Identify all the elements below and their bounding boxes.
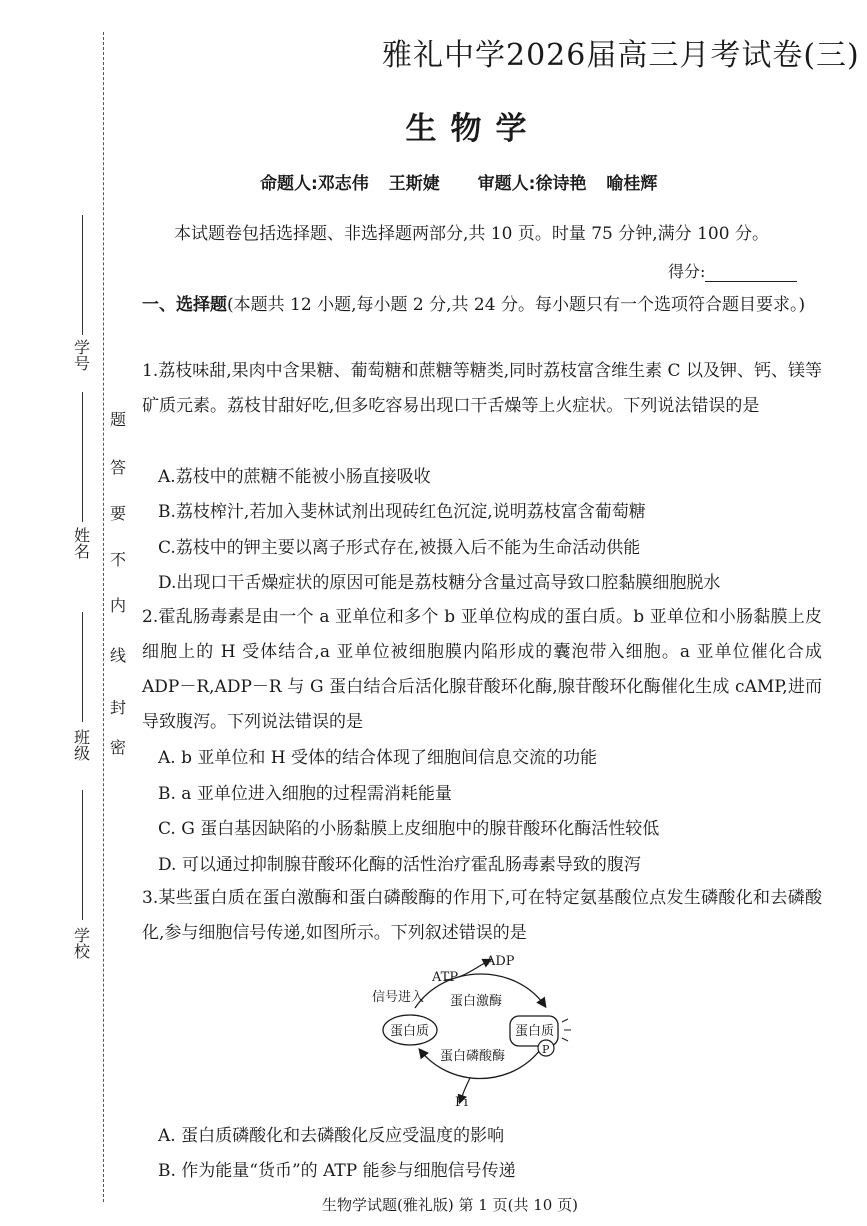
field-name-blank (82, 392, 83, 522)
question-1-stem: 1.荔枝味甜,果肉中含果糖、葡萄糖和蔗糖等糖类,同时荔枝富含维生素 C 以及钾、钙、镁等矿质元素。荔枝甘甜好吃,但多吃容易出现口干舌燥等上火症状。下列说法错误的是 (142, 361, 822, 416)
question-3-option-a: A. 蛋白质磷酸化和去磷酸化反应受温度的影响 (158, 1126, 505, 1146)
reviewer-2: 喻桂辉 (606, 174, 658, 194)
active-rays (562, 1019, 571, 1041)
question-2-option-a: A. b 亚单位和 H 受体的结合体现了细胞间信息交流的功能 (158, 748, 598, 768)
field-school-blank (82, 790, 83, 920)
question-1-option-a: A.荔枝中的蔗糖不能被小肠直接吸收 (158, 467, 431, 487)
intro-text: 本试题卷包括选择题、非选择题两部分,共 10 页。时量 75 分钟,满分 100 分。 (174, 224, 769, 244)
phosphorylation-diagram (360, 948, 600, 1113)
author-2: 王斯婕 (388, 174, 440, 194)
diagram-signal: 信号进入 (372, 990, 425, 1005)
section-heading (142, 289, 822, 321)
diagram-atp: ATP (432, 970, 459, 985)
field-student-id-blank (82, 215, 83, 335)
score-field (668, 259, 797, 282)
reviewer-1: 审题人:徐诗艳 (477, 174, 587, 194)
exam-title: 雅礼中学2026届高三月考试卷(三) (382, 38, 860, 73)
field-school-label: 学 校 (73, 926, 90, 961)
field-class-blank (82, 612, 83, 722)
seal-char: 线 (109, 646, 126, 665)
field-name-label: 姓 名 (73, 526, 90, 561)
question-3-option-b: B. 作为能量“货币”的 ATP 能参与细胞信号传递 (158, 1161, 516, 1181)
field-class-label: 班 级 (73, 728, 90, 763)
diagram-kinase: 蛋白激酶 (450, 994, 503, 1009)
question-2-option-d: D. 可以通过抑制腺苷酸环化酶的活性治疗霍乱肠毒素导致的腹泻 (158, 855, 641, 875)
section-title: 一、选择题 (142, 295, 227, 315)
field-student-id-label: 学 号 (73, 338, 90, 373)
diagram-p: P (542, 1043, 550, 1056)
seal-char: 内 (109, 596, 126, 615)
diagram-pi: Pi (455, 1095, 468, 1110)
diagram-adp: ADP (486, 954, 515, 969)
subject-title: 生物学 (405, 111, 541, 147)
question-1-option-c: C.荔枝中的钾主要以离子形式存在,被摄入后不能为生命活动供能 (158, 538, 641, 558)
question-1-option-b: B.荔枝榨汁,若加入斐林试剂出现砖红色沉淀,说明荔枝富含葡萄糖 (158, 502, 646, 522)
binding-dashed-line (103, 32, 104, 1202)
question-3-stem: 3.某些蛋白质在蛋白激酶和蛋白磷酸酶的作用下,可在特定氨基酸位点发生磷酸化和去磷酸化,参与细胞信号传递,如图所示。下列叙述错误的是 (142, 888, 822, 943)
question-2-option-c: C. G 蛋白基因缺陷的小肠黏膜上皮细胞中的腺苷酸环化酶活性较低 (158, 819, 660, 839)
section-desc: (本题共 12 小题,每小题 2 分,共 24 分。每小题只有一个选项符合题目要求。) (227, 295, 806, 315)
score-label: 得分: (668, 262, 706, 281)
diagram-protein-right: 蛋白质 (515, 1024, 555, 1039)
question-2-option-b: B. a 亚单位进入细胞的过程需消耗能量 (158, 784, 452, 804)
score-blank (705, 267, 797, 282)
seal-char: 封 (109, 698, 126, 717)
author-1: 命题人:邓志伟 (260, 174, 369, 194)
page-footer: 生物学试题(雅礼版) 第 1 页(共 10 页) (322, 1196, 578, 1214)
seal-char: 密 (109, 738, 126, 757)
seal-char: 答 (109, 458, 126, 477)
seal-char: 不 (109, 550, 126, 569)
diagram-protein-left: 蛋白质 (390, 1024, 430, 1039)
diagram-phosphatase: 蛋白磷酸酶 (440, 1049, 506, 1064)
question-2-stem: 2.霍乱肠毒素是由一个 a 亚单位和多个 b 亚单位构成的蛋白质。b 亚单位和小肠黏膜上皮细胞上的 H 受体结合,a 亚单位被细胞膜内陷形成的囊泡带入细胞。a 亚单位催化合成 ADP－R,ADP－R 与 G 蛋白结合后活化腺苷酸环化酶,腺苷酸环化酶催化生成 cAMP,进而导致腹泻。下列说法错误的是 (142, 607, 822, 732)
seal-char: 要 (109, 504, 126, 523)
question-1-option-d: D.出现口干舌燥症状的原因可能是荔枝糖分含量过高导致口腔黏膜细胞脱水 (158, 573, 721, 593)
authors-line (260, 169, 671, 194)
seal-char: 题 (109, 410, 126, 429)
